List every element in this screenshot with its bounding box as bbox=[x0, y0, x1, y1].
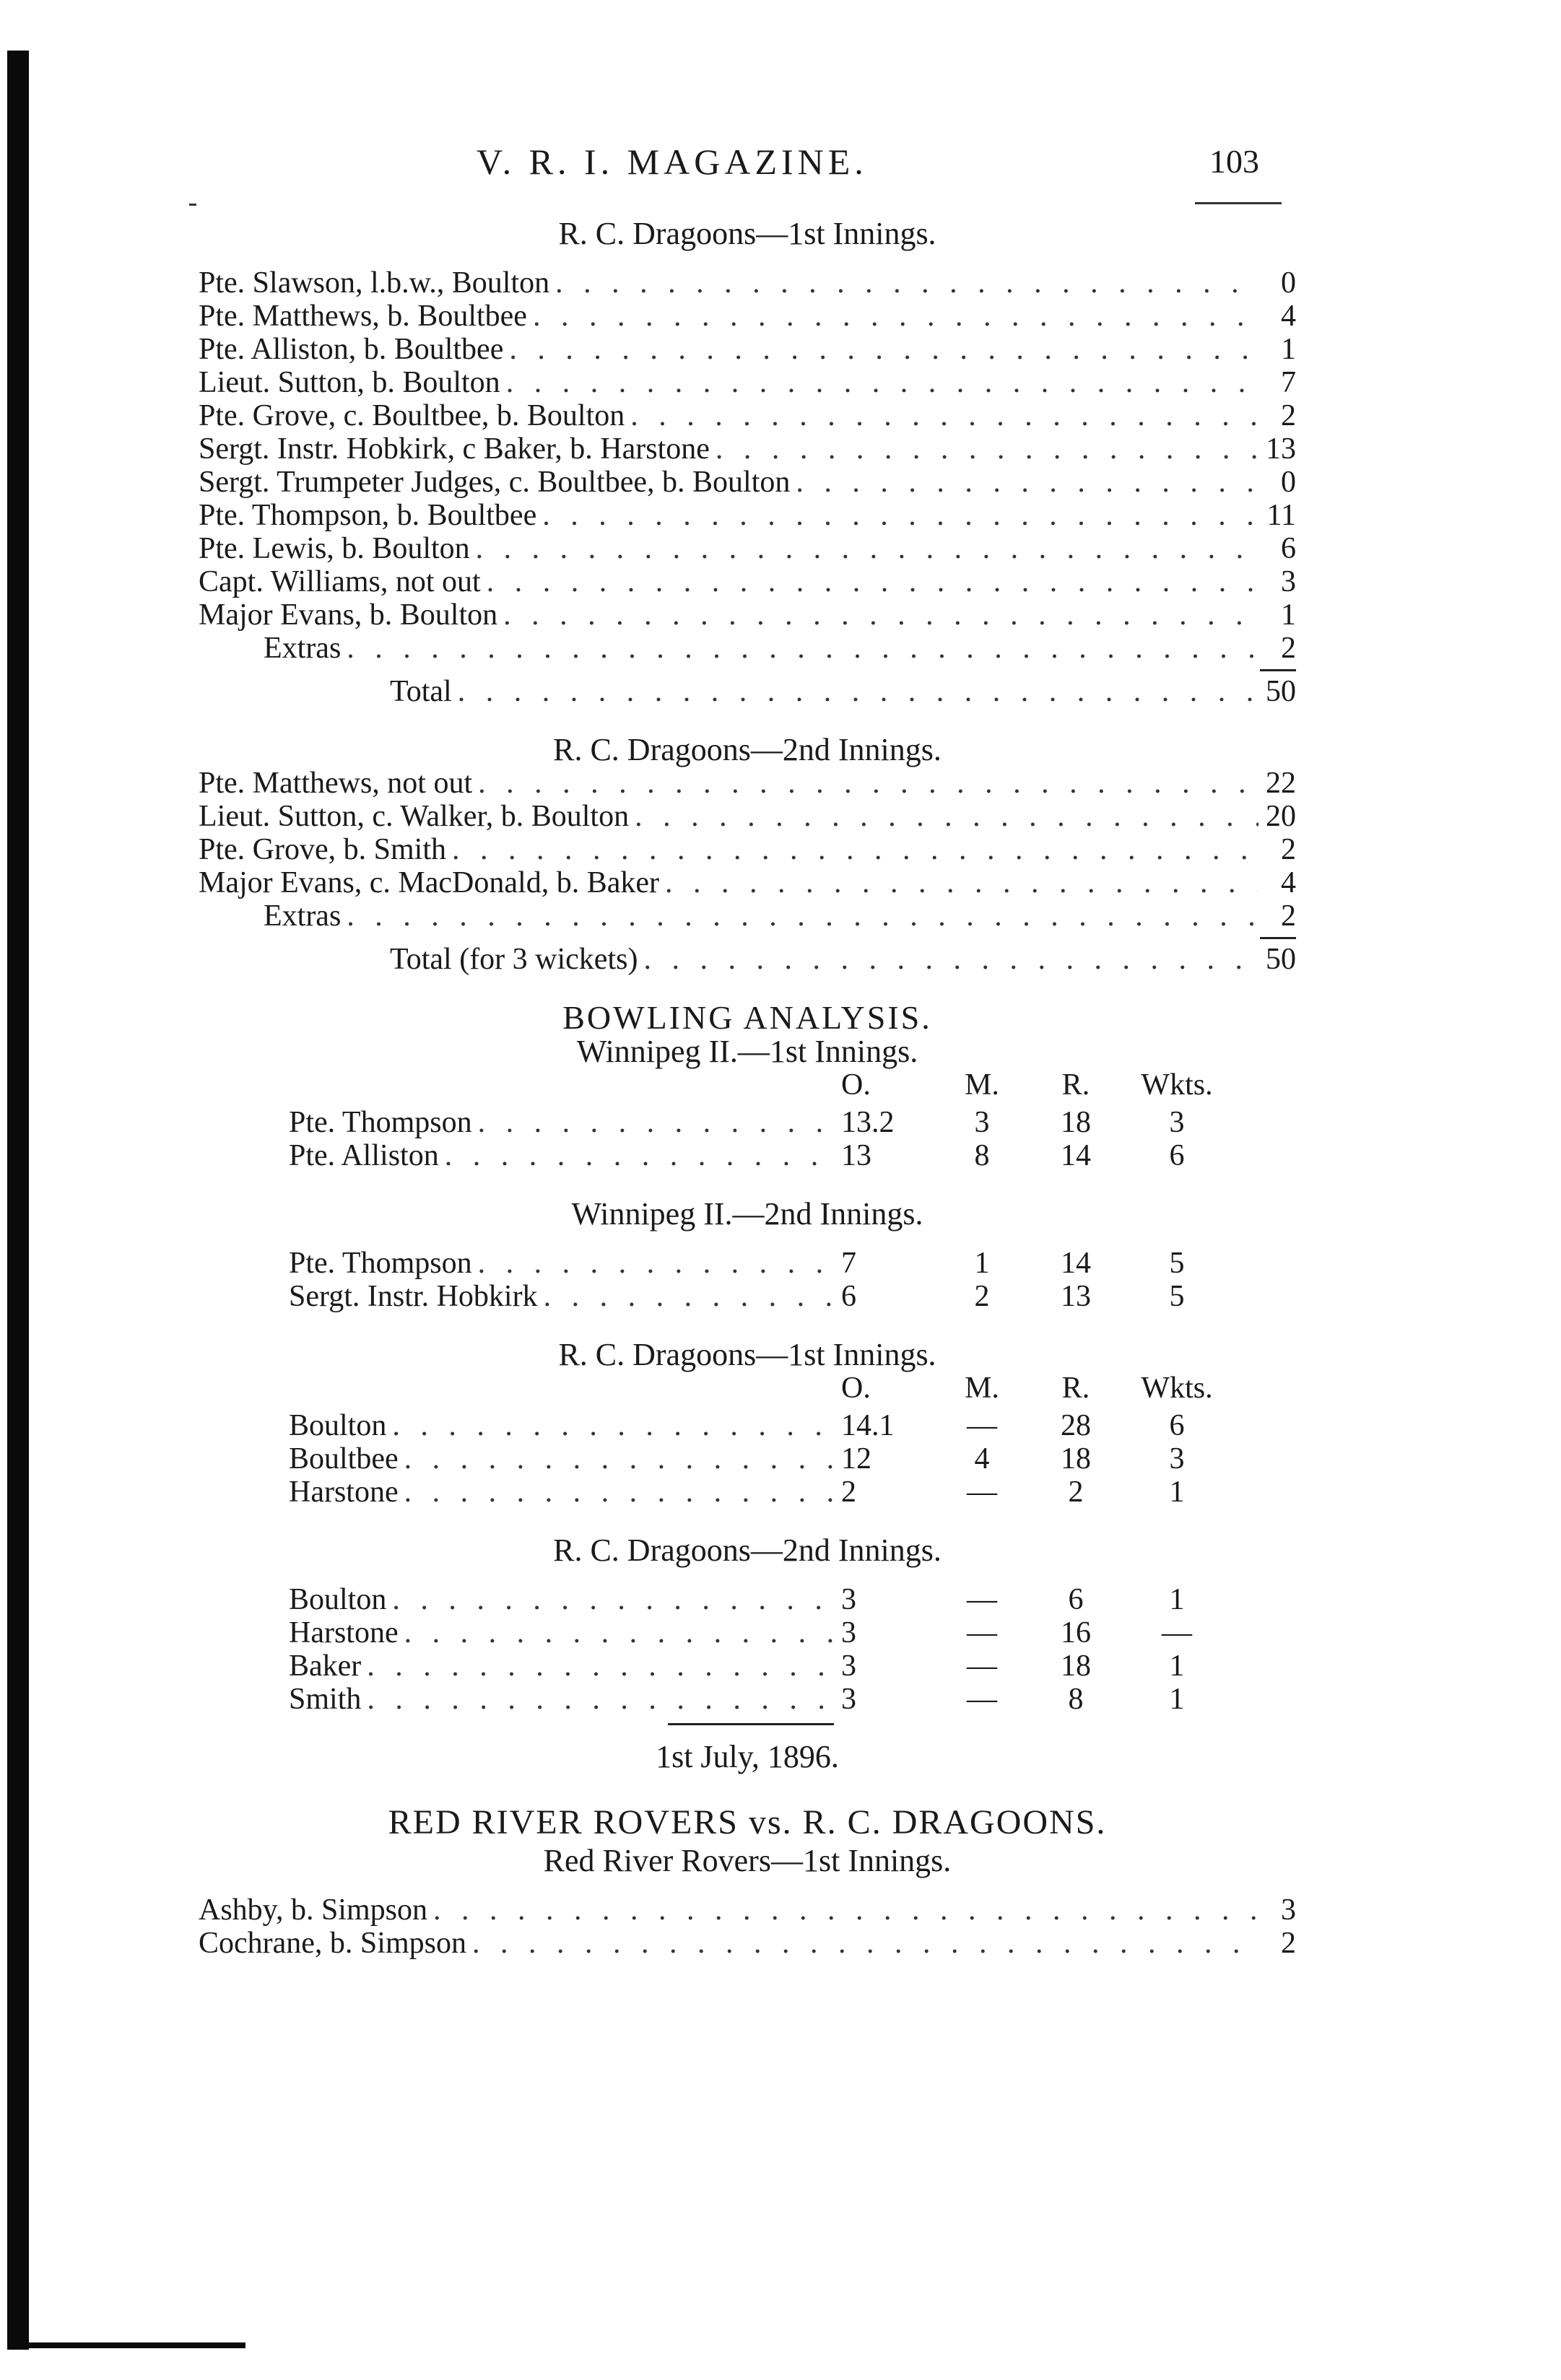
maidens: 8 bbox=[974, 1139, 990, 1172]
runs: 18 bbox=[1061, 1649, 1091, 1683]
batter-name: Capt. Williams, not out bbox=[199, 565, 481, 598]
batter-name: Pte. Grove, c. Boultbee, b. Boulton bbox=[199, 399, 625, 432]
spacer bbox=[199, 250, 1296, 266]
col-wickets: Wkts. bbox=[1141, 1068, 1213, 1102]
batting-row bbox=[199, 1893, 1296, 1927]
leader-dots bbox=[503, 598, 1258, 632]
batter-name: Lieut. Sutton, c. Walker, b. Boulton bbox=[199, 800, 630, 833]
leader-dots bbox=[478, 1247, 835, 1281]
section-heading: R. C. Dragoons—2nd Innings. bbox=[553, 1533, 942, 1568]
header-rule-left bbox=[189, 204, 196, 206]
total-row bbox=[199, 943, 1296, 976]
leader-dots bbox=[643, 943, 1258, 977]
bowler-name: Sergt. Instr. Hobkirk bbox=[289, 1280, 538, 1313]
leader-dots bbox=[478, 1106, 835, 1140]
bowler-name: Pte. Thompson bbox=[289, 1247, 472, 1280]
batter-name: Pte. Grove, b. Smith bbox=[199, 833, 446, 866]
batter-score: 2 bbox=[1281, 399, 1296, 432]
extras-row bbox=[199, 632, 1296, 665]
col-runs: R. bbox=[1061, 1068, 1090, 1102]
wickets: — bbox=[1162, 1616, 1192, 1649]
batter-score: 3 bbox=[1281, 565, 1296, 598]
spacer bbox=[199, 1567, 1296, 1583]
maidens: — bbox=[967, 1475, 997, 1509]
batter-score: 4 bbox=[1281, 866, 1296, 899]
bowler-name: Harstone bbox=[289, 1616, 399, 1649]
bowling-row bbox=[289, 1683, 1238, 1716]
leader-dots bbox=[392, 1583, 835, 1617]
leader-dots bbox=[487, 565, 1258, 599]
runs: 18 bbox=[1061, 1442, 1091, 1475]
match-date: 1st July, 1896. bbox=[656, 1739, 839, 1774]
page-number: 103 bbox=[1209, 143, 1259, 180]
extras-label: Extras bbox=[264, 899, 342, 933]
leader-dots bbox=[665, 866, 1258, 900]
runs: 14 bbox=[1061, 1247, 1091, 1280]
batting-row bbox=[199, 432, 1296, 466]
section-heading: R. C. Dragoons—1st Innings. bbox=[558, 216, 936, 251]
batting-row bbox=[199, 800, 1296, 833]
leader-dots bbox=[347, 632, 1258, 666]
batting-row bbox=[199, 266, 1296, 300]
batting-row bbox=[199, 565, 1296, 598]
batting-row bbox=[199, 366, 1296, 399]
leader-dots bbox=[630, 399, 1258, 433]
bowler-name: Pte. Thompson bbox=[289, 1106, 472, 1139]
spacer bbox=[199, 1878, 1296, 1893]
maidens: — bbox=[967, 1683, 997, 1716]
bowler-cell bbox=[289, 1475, 841, 1509]
overs: 7 bbox=[841, 1247, 856, 1280]
bowling-row bbox=[289, 1280, 1238, 1313]
magazine-title: V. R. I. MAGAZINE. bbox=[477, 141, 868, 182]
batter-name: Ashby, b. Simpson bbox=[199, 1893, 427, 1927]
batting-row bbox=[199, 866, 1296, 899]
leader-dots bbox=[392, 1409, 835, 1443]
leader-dots bbox=[635, 800, 1258, 834]
batter-score: 22 bbox=[1266, 767, 1296, 800]
leader-dots bbox=[367, 1683, 835, 1717]
wickets: 1 bbox=[1169, 1649, 1185, 1683]
overs: 2 bbox=[841, 1475, 856, 1509]
section-heading: R. C. Dragoons—1st Innings. bbox=[558, 1337, 936, 1372]
overs: 13.2 bbox=[841, 1106, 895, 1139]
col-maidens: M. bbox=[965, 1068, 999, 1102]
wickets: 5 bbox=[1169, 1247, 1185, 1280]
bowling-row bbox=[289, 1139, 1238, 1172]
leader-dots bbox=[716, 432, 1258, 466]
total-score: 50 bbox=[1266, 675, 1296, 708]
batter-score: 1 bbox=[1281, 598, 1296, 632]
overs: 12 bbox=[841, 1442, 871, 1475]
leader-dots bbox=[542, 499, 1258, 533]
leader-dots bbox=[533, 300, 1258, 334]
bowling-header-row bbox=[289, 1372, 1238, 1409]
maidens: 1 bbox=[974, 1247, 990, 1280]
batting-row bbox=[199, 598, 1296, 632]
batter-name: Pte. Alliston, b. Boultbee bbox=[199, 333, 504, 366]
batter-name: Pte. Slawson, l.b.w., Boulton bbox=[199, 266, 550, 300]
wickets: 1 bbox=[1169, 1583, 1185, 1616]
extras-label: Extras bbox=[264, 632, 342, 665]
page-content bbox=[199, 217, 1296, 1960]
leader-dots bbox=[555, 266, 1258, 300]
bowler-name: Harstone bbox=[289, 1475, 399, 1509]
section-heading: Red River Rovers—1st Innings. bbox=[543, 1843, 952, 1878]
bowler-cell bbox=[289, 1442, 841, 1476]
spacer bbox=[199, 1231, 1296, 1247]
batter-score: 3 bbox=[1281, 1893, 1296, 1927]
wickets: 6 bbox=[1169, 1139, 1185, 1172]
runs: 28 bbox=[1061, 1409, 1091, 1442]
maidens: 2 bbox=[974, 1280, 990, 1313]
batter-name: Pte. Matthews, not out bbox=[199, 767, 473, 800]
leader-dots bbox=[544, 1280, 835, 1314]
leader-dots bbox=[478, 767, 1258, 801]
bowler-cell bbox=[289, 1247, 841, 1281]
maidens: — bbox=[967, 1649, 997, 1683]
batter-name: Sergt. Instr. Hobkirk, c Baker, b. Harstone bbox=[199, 432, 710, 466]
bowling-row bbox=[289, 1616, 1238, 1649]
batting-row bbox=[199, 532, 1296, 565]
runs: 8 bbox=[1068, 1683, 1084, 1716]
batter-score: 2 bbox=[1281, 1927, 1296, 1960]
bowler-cell bbox=[289, 1139, 841, 1173]
section-heading: Winnipeg II.—2nd Innings. bbox=[571, 1196, 923, 1232]
bowling-row bbox=[289, 1409, 1238, 1442]
bowling-table-winnipeg-2nd bbox=[289, 1247, 1238, 1313]
leader-dots bbox=[445, 1139, 835, 1173]
bowler-name: Boulton bbox=[289, 1409, 387, 1442]
wickets: 1 bbox=[1169, 1683, 1185, 1716]
batter-score: 1 bbox=[1281, 333, 1296, 366]
batter-name: Lieut. Sutton, b. Boulton bbox=[199, 366, 500, 399]
wickets: 3 bbox=[1169, 1106, 1185, 1139]
leader-dots bbox=[458, 675, 1258, 709]
batting-row bbox=[199, 833, 1296, 866]
total-rule-wrap bbox=[199, 665, 1296, 675]
bowler-cell bbox=[289, 1106, 841, 1140]
leader-dots bbox=[404, 1475, 835, 1509]
total-label: Total (for 3 wickets) bbox=[390, 943, 638, 976]
batter-score: 2 bbox=[1281, 833, 1296, 866]
batter-score: 4 bbox=[1281, 300, 1296, 333]
maidens: — bbox=[967, 1409, 997, 1442]
extras-score: 2 bbox=[1281, 632, 1296, 665]
bowling-row bbox=[289, 1247, 1238, 1280]
total-row bbox=[199, 675, 1296, 708]
overs: 14.1 bbox=[841, 1409, 895, 1442]
maidens: — bbox=[967, 1583, 997, 1616]
col-wickets: Wkts. bbox=[1141, 1372, 1213, 1405]
bowler-name: Smith bbox=[289, 1683, 362, 1716]
runs: 2 bbox=[1068, 1475, 1084, 1509]
leader-dots bbox=[472, 1927, 1258, 1961]
header-rule-right bbox=[1195, 202, 1282, 204]
batting-list-dragoons-2nd bbox=[199, 767, 1296, 976]
batter-name: Sergt. Trumpeter Judges, c. Boultbee, b. Boulton bbox=[199, 466, 791, 499]
wickets: 5 bbox=[1169, 1280, 1185, 1313]
leader-dots bbox=[509, 333, 1258, 367]
batter-name: Major Evans, b. Boulton bbox=[199, 598, 498, 632]
bowler-cell bbox=[289, 1616, 841, 1650]
bowling-table-winnipeg-1st bbox=[289, 1068, 1238, 1172]
match-title: RED RIVER ROVERS vs. R. C. DRAGOONS. bbox=[388, 1803, 1107, 1841]
batter-name: Pte. Thompson, b. Boultbee bbox=[199, 499, 537, 532]
maidens: 3 bbox=[974, 1106, 990, 1139]
batting-row bbox=[199, 333, 1296, 366]
bowling-header-row bbox=[289, 1068, 1238, 1106]
overs: 3 bbox=[841, 1616, 856, 1649]
col-overs: O. bbox=[841, 1372, 871, 1405]
extras-score: 2 bbox=[1281, 899, 1296, 933]
leader-dots bbox=[476, 532, 1258, 566]
batting-list-dragoons-1st bbox=[199, 266, 1296, 708]
wickets: 3 bbox=[1169, 1442, 1185, 1475]
total-rule bbox=[1260, 937, 1296, 939]
batter-score: 20 bbox=[1266, 800, 1296, 833]
leader-dots bbox=[506, 366, 1258, 400]
bowling-row bbox=[289, 1442, 1238, 1475]
bowler-cell bbox=[289, 1409, 841, 1443]
maidens: — bbox=[967, 1616, 997, 1649]
section-heading: R. C. Dragoons—2nd Innings. bbox=[553, 732, 942, 767]
batter-name: Pte. Matthews, b. Boultbee bbox=[199, 300, 527, 333]
maidens: 4 bbox=[974, 1442, 990, 1475]
runs: 6 bbox=[1068, 1583, 1084, 1616]
extras-row bbox=[199, 899, 1296, 933]
batter-score: 0 bbox=[1281, 266, 1296, 300]
batter-score: 7 bbox=[1281, 366, 1296, 399]
batting-row bbox=[199, 499, 1296, 532]
runs: 18 bbox=[1061, 1106, 1091, 1139]
col-overs: O. bbox=[841, 1068, 871, 1102]
bowling-row bbox=[289, 1475, 1238, 1509]
leader-dots bbox=[404, 1616, 835, 1650]
leader-dots bbox=[452, 833, 1258, 867]
batting-row bbox=[199, 300, 1296, 333]
total-rule bbox=[1260, 669, 1296, 671]
date-divider-rule bbox=[668, 1723, 834, 1725]
batter-score: 11 bbox=[1266, 499, 1296, 532]
runs: 13 bbox=[1061, 1280, 1091, 1313]
runs: 16 bbox=[1061, 1616, 1091, 1649]
overs: 13 bbox=[841, 1139, 871, 1172]
bowler-cell bbox=[289, 1583, 841, 1617]
bowler-name: Boultbee bbox=[289, 1442, 399, 1475]
batter-score: 0 bbox=[1281, 466, 1296, 499]
page-header bbox=[0, 141, 1561, 184]
bowling-row bbox=[289, 1106, 1238, 1139]
batter-name: Pte. Lewis, b. Boulton bbox=[199, 532, 470, 565]
book-spine-foot bbox=[7, 2342, 245, 2348]
batter-score: 13 bbox=[1266, 432, 1296, 466]
batting-row bbox=[199, 399, 1296, 432]
bowler-name: Boulton bbox=[289, 1583, 387, 1616]
total-score: 50 bbox=[1266, 943, 1296, 976]
leader-dots bbox=[433, 1893, 1258, 1927]
overs: 3 bbox=[841, 1649, 856, 1683]
wickets: 1 bbox=[1169, 1475, 1185, 1509]
batter-score: 6 bbox=[1281, 532, 1296, 565]
bowling-analysis-heading: BOWLING ANALYSIS. bbox=[562, 999, 932, 1036]
bowler-name: Baker bbox=[289, 1649, 362, 1683]
bowling-row bbox=[289, 1583, 1238, 1616]
section-heading: Winnipeg II.—1st Innings. bbox=[576, 1034, 918, 1069]
bowler-cell bbox=[289, 1280, 841, 1314]
overs: 3 bbox=[841, 1683, 856, 1716]
wickets: 6 bbox=[1169, 1409, 1185, 1442]
leader-dots bbox=[796, 466, 1258, 500]
runs: 14 bbox=[1061, 1139, 1091, 1172]
bowling-table-dragoons-1st bbox=[289, 1372, 1238, 1509]
batting-row bbox=[199, 1927, 1296, 1960]
leader-dots bbox=[347, 899, 1258, 933]
col-maidens: M. bbox=[965, 1372, 999, 1405]
bowler-cell bbox=[289, 1649, 841, 1683]
total-label: Total bbox=[390, 675, 452, 708]
batter-name: Cochrane, b. Simpson bbox=[199, 1927, 466, 1960]
batting-row bbox=[199, 767, 1296, 800]
overs: 3 bbox=[841, 1583, 856, 1616]
bowling-table-dragoons-2nd bbox=[289, 1583, 1238, 1716]
overs: 6 bbox=[841, 1280, 856, 1313]
batter-name: Major Evans, c. MacDonald, b. Baker bbox=[199, 866, 659, 899]
batting-row bbox=[199, 466, 1296, 499]
leader-dots bbox=[367, 1649, 835, 1683]
col-runs: R. bbox=[1061, 1372, 1090, 1405]
bowler-name: Pte. Alliston bbox=[289, 1139, 439, 1172]
total-rule-wrap bbox=[199, 933, 1296, 943]
book-spine-edge bbox=[7, 51, 29, 2350]
bowling-row bbox=[289, 1649, 1238, 1683]
batting-list-rovers-1st bbox=[199, 1893, 1296, 1960]
leader-dots bbox=[404, 1442, 835, 1476]
bowler-cell bbox=[289, 1683, 841, 1717]
